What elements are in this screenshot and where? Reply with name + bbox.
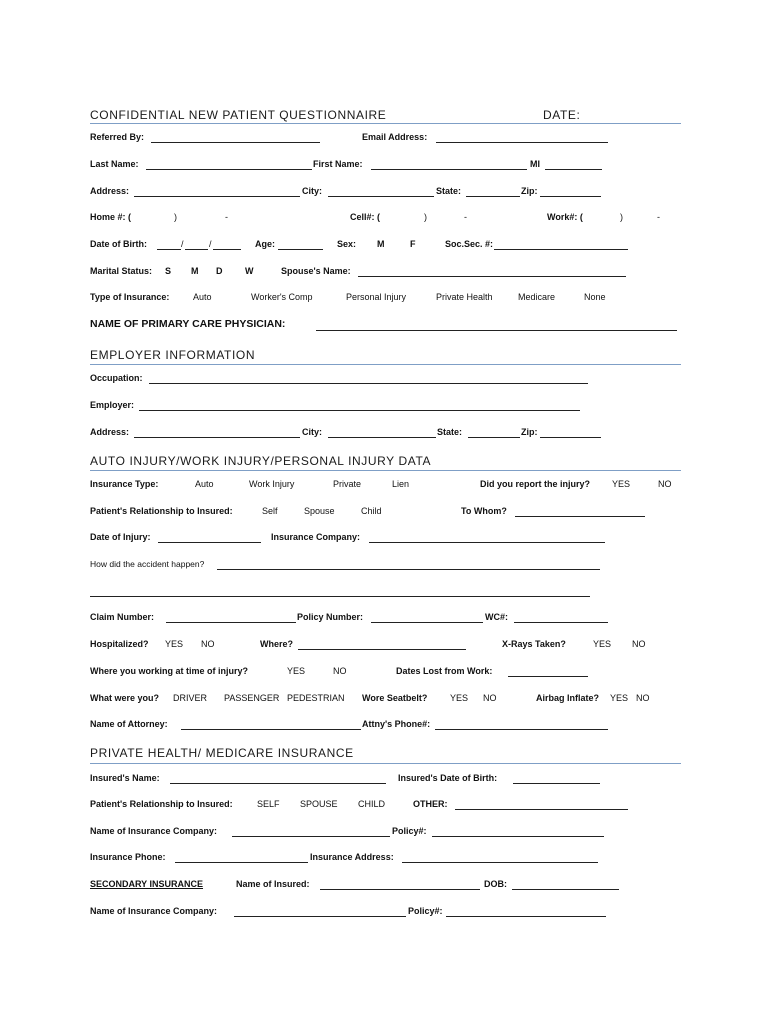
age-label: Age:	[255, 239, 275, 249]
zip-field[interactable]	[540, 196, 601, 197]
insured-name-label: Insured's Name:	[90, 773, 160, 783]
wc-field[interactable]	[514, 622, 608, 623]
secondary-dob-label: DOB:	[484, 879, 507, 889]
hospitalized-yes[interactable]: YES	[165, 639, 184, 649]
to-whom-field[interactable]	[515, 516, 645, 517]
seatbelt-label: Wore Seatbelt?	[362, 693, 428, 703]
wc-label: WC#:	[485, 612, 508, 622]
employer-field[interactable]	[139, 410, 580, 411]
injury-type-private[interactable]: Private	[333, 479, 362, 489]
injury-ins-company-field[interactable]	[369, 542, 605, 543]
injury-insurance-type-label: Insurance Type:	[90, 479, 159, 489]
attorney-label: Name of Attorney:	[90, 719, 168, 729]
employer-city-label: City:	[302, 427, 322, 437]
report-yes[interactable]: YES	[612, 479, 631, 489]
zip-label: Zip:	[521, 186, 538, 196]
hospitalized-no[interactable]: NO	[201, 639, 215, 649]
last-name-label: Last Name:	[90, 159, 139, 169]
xrays-yes[interactable]: YES	[593, 639, 612, 649]
employer-city-field[interactable]	[328, 437, 436, 438]
state-label: State:	[436, 186, 462, 196]
employer-state-field[interactable]	[468, 437, 520, 438]
role-driver[interactable]: DRIVER	[173, 693, 208, 703]
injury-rule	[90, 470, 681, 471]
mi-label: MI	[530, 159, 540, 169]
how-accident-field[interactable]	[217, 569, 600, 570]
address-field[interactable]	[134, 196, 300, 197]
city-label: City:	[302, 186, 322, 196]
employer-address-field[interactable]	[134, 437, 300, 438]
dob-slash-1: /	[181, 239, 184, 249]
home-dash: -	[225, 212, 228, 222]
airbag-yes[interactable]: YES	[610, 693, 629, 703]
work-phone-label: Work#: (	[547, 212, 583, 222]
to-whom-label: To Whom?	[461, 506, 507, 516]
private-policy-field[interactable]	[432, 836, 604, 837]
private-company-field[interactable]	[232, 836, 390, 837]
employer-zip-label: Zip:	[521, 427, 538, 437]
what-were-you-label: What were you?	[90, 693, 160, 703]
work-paren-close: )	[620, 212, 623, 222]
cell-dash: -	[464, 212, 467, 222]
insurance-option-private-health[interactable]: Private Health	[436, 292, 493, 302]
marital-option-d[interactable]: D	[216, 266, 223, 276]
email-field[interactable]	[436, 142, 608, 143]
role-pedestrian[interactable]: PEDESTRIAN	[287, 693, 345, 703]
attny-phone-field[interactable]	[435, 729, 608, 730]
insurance-phone-field[interactable]	[175, 862, 308, 863]
injury-ins-company-label: Insurance Company:	[271, 532, 361, 542]
dates-lost-label: Dates Lost from Work:	[396, 666, 493, 676]
date-label: DATE:	[543, 108, 581, 122]
injury-type-work[interactable]: Work Injury	[249, 479, 295, 489]
marital-option-m[interactable]: M	[191, 266, 199, 276]
insurance-phone-label: Insurance Phone:	[90, 852, 166, 862]
dob-month-field[interactable]	[157, 249, 181, 250]
airbag-label: Airbag Inflate?	[536, 693, 600, 703]
marital-option-w[interactable]: W	[245, 266, 254, 276]
date-of-injury-field[interactable]	[158, 542, 261, 543]
working-yes[interactable]: YES	[287, 666, 306, 676]
spouse-name-label: Spouse's Name:	[281, 266, 351, 276]
header-rule	[90, 123, 681, 124]
injury-rel-self[interactable]: Self	[262, 506, 278, 516]
insurance-address-field[interactable]	[402, 862, 598, 863]
occupation-label: Occupation:	[90, 373, 143, 383]
mi-field[interactable]	[545, 169, 602, 170]
insured-name-field[interactable]	[170, 783, 386, 784]
insurance-address-label: Insurance Address:	[310, 852, 394, 862]
occupation-field[interactable]	[149, 383, 588, 384]
cell-phone-label: Cell#: (	[350, 212, 381, 222]
xrays-no[interactable]: NO	[632, 639, 646, 649]
cell-paren-close: )	[424, 212, 427, 222]
other-field[interactable]	[455, 809, 628, 810]
private-rel-spouse[interactable]: SPOUSE	[300, 799, 338, 809]
secondary-dob-field[interactable]	[512, 889, 619, 890]
injury-rel-child[interactable]: Child	[361, 506, 382, 516]
secondary-insurance-label: SECONDARY INSURANCE	[90, 879, 204, 889]
sex-option-m[interactable]: M	[377, 239, 385, 249]
insurance-type-label: Type of Insurance:	[90, 292, 170, 302]
private-policy-label: Policy#:	[392, 826, 427, 836]
first-name-label: First Name:	[313, 159, 363, 169]
injury-heading: AUTO INJURY/WORK INJURY/PERSONAL INJURY DATA	[90, 454, 432, 468]
pcp-field[interactable]	[316, 330, 677, 331]
dob-slash-2: /	[209, 239, 212, 249]
insured-dob-field[interactable]	[513, 783, 600, 784]
airbag-no[interactable]: NO	[636, 693, 650, 703]
where-field[interactable]	[298, 649, 466, 650]
attorney-field[interactable]	[181, 729, 361, 730]
private-rel-child[interactable]: CHILD	[358, 799, 386, 809]
city-field[interactable]	[328, 196, 434, 197]
insurance-option-workers-comp[interactable]: Worker's Comp	[251, 292, 313, 302]
sex-label: Sex:	[337, 239, 357, 249]
policy-number-label: Policy Number:	[297, 612, 364, 622]
role-passenger[interactable]: PASSENGER	[224, 693, 280, 703]
email-label: Email Address:	[362, 132, 428, 142]
xrays-label: X-Rays Taken?	[502, 639, 566, 649]
date-of-injury-label: Date of Injury:	[90, 532, 151, 542]
where-label: Where?	[260, 639, 294, 649]
attny-phone-label: Attny's Phone#:	[362, 719, 431, 729]
marital-option-s[interactable]: S	[165, 266, 172, 276]
report-no[interactable]: NO	[658, 479, 672, 489]
insurance-option-none[interactable]: None	[584, 292, 606, 302]
sex-option-f[interactable]: F	[410, 239, 416, 249]
insurance-option-auto[interactable]: Auto	[193, 292, 212, 302]
soc-sec-label: Soc.Sec. #:	[445, 239, 494, 249]
referred-by-field[interactable]	[151, 142, 320, 143]
address-label: Address:	[90, 186, 130, 196]
injury-rel-spouse[interactable]: Spouse	[304, 506, 335, 516]
employer-address-label: Address:	[90, 427, 130, 437]
private-heading: PRIVATE HEALTH/ MEDICARE INSURANCE	[90, 746, 354, 760]
injury-relationship-label: Patient's Relationship to Insured:	[90, 506, 233, 516]
name-of-insured-label: Name of Insured:	[236, 879, 310, 889]
working-label: Where you working at time of injury?	[90, 666, 249, 676]
work-dash: -	[657, 212, 660, 222]
how-accident-field-2[interactable]	[90, 596, 590, 597]
soc-sec-field[interactable]	[494, 249, 628, 250]
spouse-name-field[interactable]	[358, 276, 626, 277]
insurance-option-medicare[interactable]: Medicare	[518, 292, 556, 302]
dob-day-field[interactable]	[185, 249, 208, 250]
injury-type-lien[interactable]: Lien	[392, 479, 410, 489]
insured-dob-label: Insured's Date of Birth:	[398, 773, 498, 783]
name-of-insured-field[interactable]	[320, 889, 480, 890]
secondary-company-label: Name of Insurance Company:	[90, 906, 218, 916]
secondary-company-field[interactable]	[234, 916, 406, 917]
age-field[interactable]	[278, 249, 323, 250]
seatbelt-yes[interactable]: YES	[450, 693, 469, 703]
private-rule	[90, 763, 681, 764]
employer-zip-field[interactable]	[540, 437, 601, 438]
referred-by-label: Referred By:	[90, 132, 145, 142]
report-injury-label: Did you report the injury?	[480, 479, 591, 489]
dates-lost-field[interactable]	[508, 676, 588, 677]
how-accident-label: How did the accident happen?	[90, 559, 205, 569]
private-relationship-label: Patient's Relationship to Insured:	[90, 799, 233, 809]
marital-status-label: Marital Status:	[90, 266, 153, 276]
employer-heading: EMPLOYER INFORMATION	[90, 348, 256, 362]
state-field[interactable]	[466, 196, 520, 197]
other-label: OTHER:	[413, 799, 448, 809]
employer-state-label: State:	[437, 427, 463, 437]
secondary-policy-field[interactable]	[446, 916, 606, 917]
hospitalized-label: Hospitalized?	[90, 639, 149, 649]
policy-number-field[interactable]	[371, 622, 483, 623]
working-no[interactable]: NO	[333, 666, 347, 676]
seatbelt-no[interactable]: NO	[483, 693, 497, 703]
home-paren-close: )	[174, 212, 177, 222]
claim-number-field[interactable]	[166, 622, 296, 623]
dob-label: Date of Birth:	[90, 239, 147, 249]
claim-number-label: Claim Number:	[90, 612, 155, 622]
home-phone-label: Home #: (	[90, 212, 132, 222]
private-company-label: Name of Insurance Company:	[90, 826, 218, 836]
dob-year-field[interactable]	[213, 249, 241, 250]
first-name-field[interactable]	[371, 169, 527, 170]
private-rel-self[interactable]: SELF	[257, 799, 280, 809]
form-title: CONFIDENTIAL NEW PATIENT QUESTIONNAIRE	[90, 108, 387, 122]
injury-type-auto[interactable]: Auto	[195, 479, 214, 489]
employer-label: Employer:	[90, 400, 135, 410]
last-name-field[interactable]	[146, 169, 312, 170]
pcp-label: NAME OF PRIMARY CARE PHYSICIAN:	[90, 318, 286, 330]
employer-rule	[90, 364, 681, 365]
secondary-policy-label: Policy#:	[408, 906, 443, 916]
insurance-option-personal-injury[interactable]: Personal Injury	[346, 292, 407, 302]
